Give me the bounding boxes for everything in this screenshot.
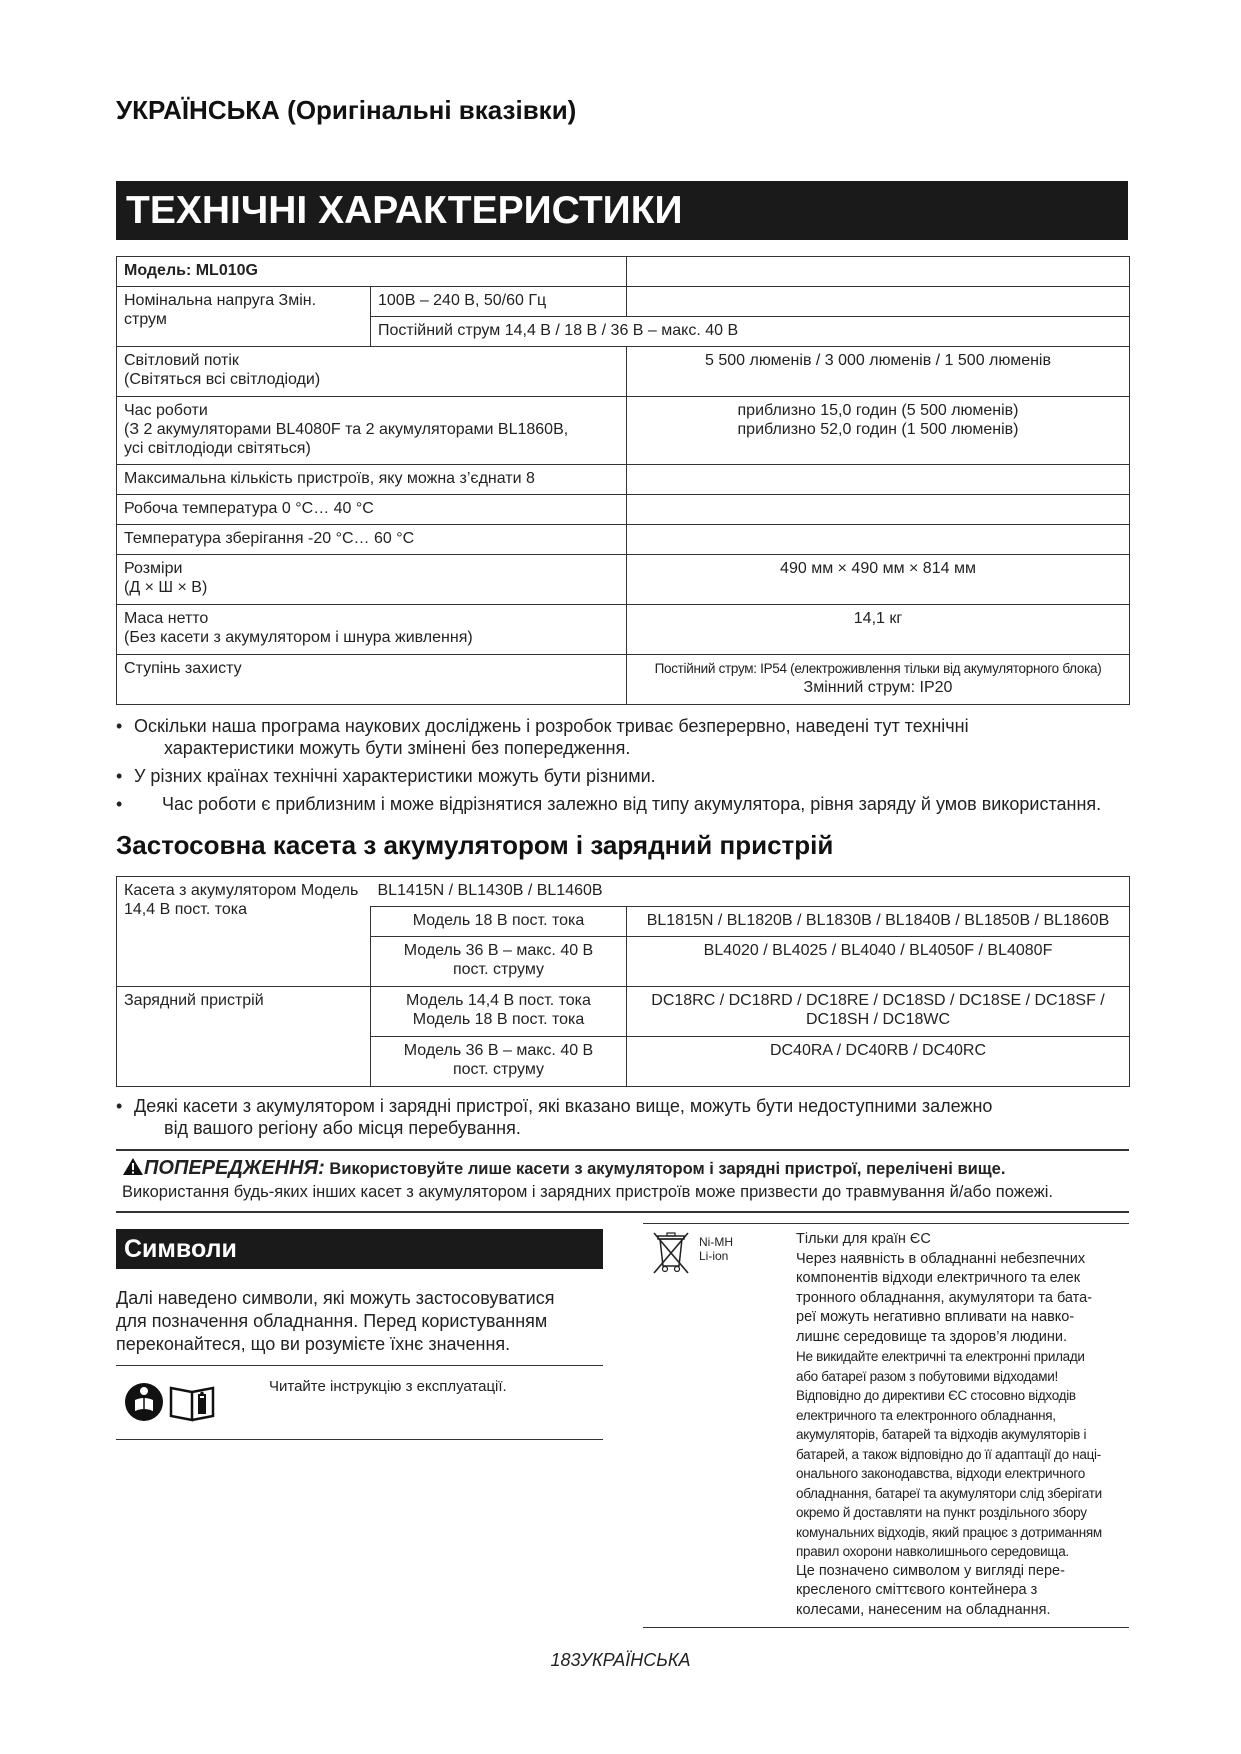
weight-label: Маса нетто (124, 610, 209, 627)
note-3-line-1: Час роботи є приблизним і може відрізнятися залежно від типу акумулятора, рівня заряду й умов використання. (162, 794, 1102, 814)
weee-line: тронного обладнання, акумулятори та бата- (796, 1289, 1093, 1306)
voltage-dc-cell (371, 317, 1130, 347)
cartridge-row-1-model: Модель 14,4 В пост. тока (124, 882, 359, 918)
weee-line: кресленого сміттєвого контейнера з (796, 1582, 1038, 1598)
voltage-label-cell (117, 287, 371, 347)
battery-section-title: Застосовна касета з акумулятором і зарядний пристрій (116, 830, 834, 860)
charger-row-1-value-2: DC18SH / DC18WC (805, 1011, 951, 1028)
charger-row-1-model-1: Модель 14,4 В пост. тока (406, 992, 591, 1009)
battery-note-line-1: Деякі касети з акумулятором і зарядні пристрої, які вказано вище, можуть бути недоступними залежно (134, 1096, 993, 1116)
weee-line: Тільки для країн ЄС (796, 1231, 931, 1247)
runtime-sub-2: усі світлодіоди світяться) (124, 440, 311, 457)
weee-line: обладнання, батареї та акумулятори слід зберігати (796, 1485, 1102, 1501)
runtime-sub-1: (З 2 акумуляторами BL4080F та 2 акумуляторами BL1860B, (124, 421, 569, 438)
protection-value-dc: Постійний струм: IP54 (електроживлення тільки від акумуляторного блока) (654, 661, 1102, 676)
runtime-label-cell (117, 397, 627, 465)
weee-line: колесами, нанесеним на обладнання. (796, 1601, 1051, 1618)
symbols-row-manual (116, 1365, 603, 1440)
charger-row-1-model-2: Модель 18 В пост. тока (412, 1011, 585, 1028)
voltage-ac-label: Змін. струм (124, 292, 317, 328)
storage-temp-cell (117, 525, 627, 555)
charger-row-1-value-cell (627, 987, 1130, 1037)
charger-row-2-model-cell (371, 1037, 627, 1087)
runtime-value-cell (627, 397, 1130, 465)
page-footer: 183УКРАЇНСЬКА (550, 1650, 691, 1670)
flux-label-cell (117, 347, 627, 397)
note-item: • Оскільки наша програма наукових досліджень і розробок триває безперервно, наведені тут технічні характеристики можуть бути змінені без попередження. (116, 715, 1136, 759)
cartridge-row-2-value: BL1815N / BL1820B / BL1830B / BL1840B / BL1850B / BL1860B (627, 907, 1130, 937)
op-temp-value: 0 °C… 40 °C (281, 500, 374, 517)
label-nimh: Ni-MH (699, 1235, 733, 1249)
cartridge-row-1-value: BL1415N / BL1430B / BL1460B (371, 877, 1130, 907)
flux-sub: (Світяться всі світлодіоди) (124, 371, 321, 388)
battery-note: • Деякі касети з акумулятором і зарядні пристрої, які вказано вище, можуть бути недоступними залежно від вашого регіону або місця перебування. (116, 1095, 1136, 1145)
weee-line: реї можуть негативно впливати на навко- (796, 1309, 1075, 1325)
symbols-intro-line-2: для позначення обладнання. Перед користуванням (116, 1311, 548, 1331)
weee-labels (699, 1235, 733, 1263)
charger-row-1-model-cell (371, 987, 627, 1037)
max-devices-value: 8 (526, 470, 535, 487)
weee-line: або батареї разом з побутовими відходами! (796, 1368, 1058, 1384)
weee-line: компонентів відходи електричного та елек (796, 1270, 1081, 1286)
dims-label: Розміри (124, 560, 183, 577)
cartridge-row-3-model-1: Модель 36 В – макс. 40 В (403, 942, 594, 959)
model-label: Модель: ML010G (117, 257, 627, 287)
spec-table (116, 256, 1130, 705)
flux-label: Світловий потік (124, 352, 239, 369)
weight-value: 14,1 кг (627, 605, 1130, 655)
note-item: • У різних країнах технічні характеристики можуть бути різними. (116, 765, 1136, 787)
flux-value: 5 500 люменів / 3 000 люменів / 1 500 люменів (627, 347, 1130, 397)
battery-note-line-2: від вашого регіону або місця перебування. (164, 1118, 521, 1138)
charger-row-2-value: DC40RA / DC40RB / DC40RC (627, 1037, 1130, 1087)
voltage-ac-value: 100В – 240 В, 50/60 Гц (371, 287, 627, 317)
charger-row-2-model-1: Модель 36 В – макс. 40 В (403, 1042, 594, 1059)
warning-second: Використання будь-яких інших касет з акумулятором і зарядних пристроїв може призвести до травмування й/або пожежі. (122, 1183, 1054, 1201)
warning-triangle-icon (122, 1157, 144, 1176)
warning-first: Використовуйте лише касети з акумулятором і зарядні пристрої, перелічені вище. (329, 1160, 1006, 1178)
cartridge-row-2-model: Модель 18 В пост. тока (371, 907, 627, 937)
weee-line: окремо й доставляти на пункт роздільного збору (796, 1505, 1087, 1520)
warning-box (116, 1149, 1129, 1213)
language-title: УКРАЇНСЬКА (Оригінальні вказівки) (116, 95, 577, 125)
voltage-dc-label: Постійний струм (378, 322, 501, 339)
weee-line: електричного та електронного обладнання, (796, 1407, 1056, 1423)
op-temp-cell (117, 495, 627, 525)
cartridge-label-cell (117, 877, 371, 987)
symbols-intro-line-1: Далі наведено символи, які можуть застосовуватися (116, 1288, 555, 1308)
max-devices-cell (117, 465, 627, 495)
storage-temp-label: Температура зберігання (124, 530, 304, 547)
note-1-line-2: характеристики можуть бути змінені без попередження. (164, 738, 631, 758)
cartridge-row-3-value: BL4020 / BL4025 / BL4040 / BL4050F / BL4080F (627, 937, 1130, 987)
symbols-section-header: Символи (116, 1229, 603, 1269)
weee-text (796, 1230, 1126, 1620)
weee-line: Через наявність в обладнанні небезпечних (796, 1250, 1086, 1267)
op-temp-label: Робоча температура (124, 500, 278, 517)
dims-sub: (Д × Ш × В) (124, 579, 208, 596)
charger-label: Зарядний пристрій (117, 987, 371, 1087)
cartridge-row-3-model-cell (371, 937, 627, 987)
weee-line: лишнє середовище та здоров’я людини. (796, 1328, 1068, 1345)
weee-line: Це позначено символом у вигляді пере- (796, 1562, 1065, 1579)
weee-line: онального законодавства, відходи електричного (796, 1466, 1085, 1481)
dims-label-cell (117, 555, 627, 605)
model-value-empty (627, 257, 1130, 287)
weee-line: правил охорони навколишнього середовища. (796, 1544, 1069, 1559)
charger-row-1-value-1: DC18RC / DC18RD / DC18RE / DC18SD / DC18SE / DC18SF / (651, 992, 1105, 1009)
spec-notes (116, 715, 1136, 821)
cartridge-label: Касета з акумулятором (124, 882, 297, 899)
read-manual-icon (124, 1380, 230, 1426)
weee-line: Не викидайте електричні та електронні прилади (796, 1349, 1085, 1364)
weee-line: комунальних відходів, який працює з дотриманням (796, 1524, 1102, 1540)
runtime-label: Час роботи (124, 402, 208, 419)
voltage-label: Номінальна напруга (124, 292, 275, 309)
spec-section-header: ТЕХНІЧНІ ХАРАКТЕРИСТИКИ (116, 181, 1128, 240)
note-2-line-1: У різних країнах технічні характеристики можуть бути різними. (134, 766, 656, 786)
cartridge-row-3-model-2: пост. струму (452, 961, 545, 978)
runtime-value-2: приблизно 52,0 годин (1 500 люменів) (737, 421, 1019, 438)
dims-value: 490 мм × 490 мм × 814 мм (627, 555, 1130, 605)
crossed-bin-icon (651, 1230, 691, 1276)
max-devices-label: Максимальна кількість пристроїв, яку можна з’єднати (124, 470, 522, 487)
weight-label-cell (117, 605, 627, 655)
weee-line: батарей, а також відповідно до її адаптації до наці- (796, 1446, 1101, 1462)
protection-label: Ступінь захисту (117, 655, 627, 705)
weee-block (643, 1223, 1129, 1628)
weee-line: Відповідно до директиви ЄС стосовно відходів (796, 1388, 1076, 1403)
note-item: • Час роботи є приблизним і може відрізнятися залежно від типу акумулятора, рівня заряду й умов використання. (116, 793, 1136, 815)
manual-text: Читайте інструкцію з експлуатації. (269, 1378, 507, 1395)
voltage-dc-value: 14,4 В / 18 В / 36 В – макс. 40 В (504, 322, 739, 339)
protection-value-ac: Змінний струм: IP20 (803, 679, 953, 696)
warning-lead: ПОПЕРЕДЖЕННЯ: (144, 1157, 325, 1179)
protection-value-cell (627, 655, 1130, 705)
storage-temp-value: -20 °C… 60 °C (308, 530, 415, 547)
note-1-line-1: Оскільки наша програма наукових досліджень і розробок триває безперервно, наведені тут технічні (134, 716, 969, 736)
symbols-intro-line-3: переконайтеся, що ви розумієте їхнє значення. (116, 1334, 511, 1354)
runtime-value-1: приблизно 15,0 годин (5 500 люменів) (737, 402, 1019, 419)
charger-row-2-model-2: пост. струму (452, 1061, 545, 1078)
weee-line: акумуляторів, батарей та відходів акумуляторів і (796, 1427, 1087, 1442)
label-liion: Li-ion (699, 1249, 729, 1263)
battery-table (116, 876, 1130, 1087)
weight-sub: (Без касети з акумулятором і шнура живлення) (124, 629, 473, 646)
symbols-intro (116, 1287, 606, 1356)
